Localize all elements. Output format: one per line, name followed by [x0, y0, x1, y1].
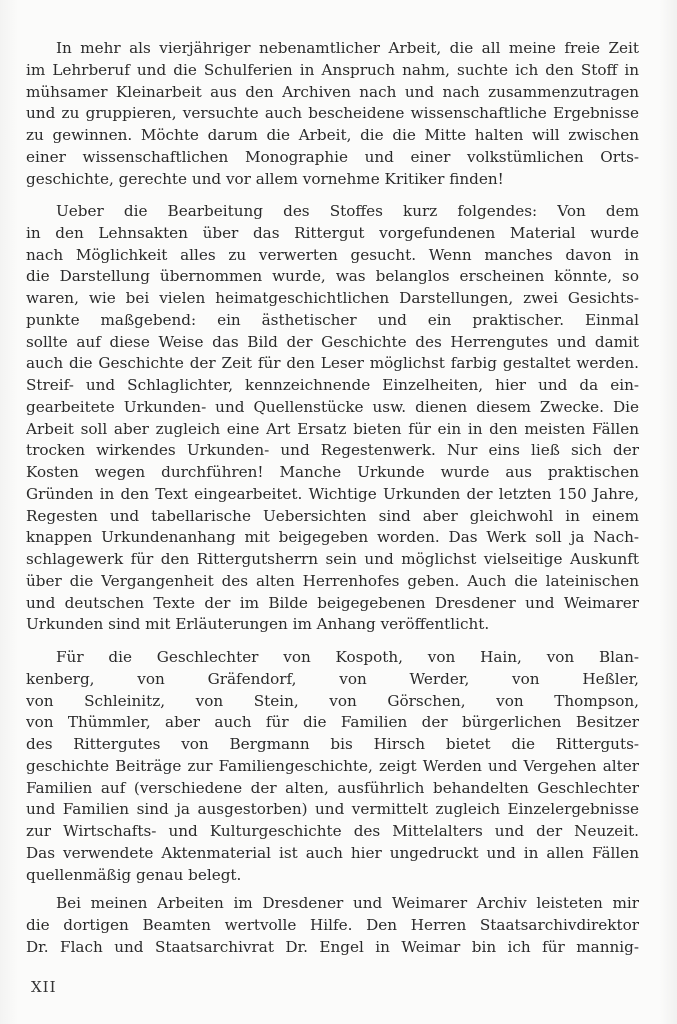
text-line: Arbeit soll aber zugleich eine Art Ersatz bieten für ein in den meisten Fällen [26, 419, 639, 438]
text-line: kenberg, von Gräfendorf, von Werder, von Heßler, [26, 669, 639, 688]
page-number: XII [31, 978, 57, 996]
paragraph-4 [26, 893, 639, 958]
text-line: die Darstellung übernommen wurde, was belanglos erscheinen könnte, so [26, 267, 639, 286]
text-line: und Familien sind ja ausgestorben) und vermittelt zugleich Einzelergebnisse [26, 800, 639, 819]
text-line: zu gewinnen. Möchte darum die Arbeit, die die Mitte halten will zwischen [26, 126, 639, 144]
text-line: und zu gruppieren, versuchte auch bescheidene wissenschaftliche Ergebnisse [26, 104, 639, 123]
text-line: Für die Geschlechter von Kospoth, von Hain, von Blan- [56, 648, 639, 666]
text-line: einer wissenschaftlichen Monographie und einer volkstümlichen Orts- [26, 147, 639, 166]
text-line: sollte auf diese Weise das Bild der Geschichte des Herrengutes und damit [26, 332, 639, 351]
text-line: schlagewerk für den Rittergutsherrn sein und möglichst vielseitige Auskunft [26, 550, 639, 568]
text-line: knappen Urkundenanhang mit beigegeben worden. Das Werk soll ja Nach- [26, 528, 639, 547]
text-line: zur Wirtschafts- und Kulturgeschichte des Mittelalters und der Neuzeit. [26, 822, 639, 840]
text-line: Das verwendete Aktenmaterial ist auch hier ungedruckt und in allen Fällen [26, 843, 639, 862]
text-line: Bei meinen Arbeiten im Dresdener und Weimarer Archiv leisteten mir [56, 894, 639, 912]
text-line: Ueber die Bearbeitung des Stoffes kurz folgendes: Von dem [56, 202, 639, 220]
paragraph-1 [26, 38, 639, 190]
text-line: Dr. Flach und Staatsarchivrat Dr. Engel in Weimar bin ich für mannig- [26, 937, 639, 956]
text-line: In mehr als vierjähriger nebenamtlicher Arbeit, die all meine freie Zeit [56, 39, 639, 57]
text-line: gearbeitete Urkunden- und Quellenstücke usw. dienen diesem Zwecke. Die [26, 397, 639, 416]
text-line: Kosten wegen durchführen! Manche Urkunde wurde aus praktischen [26, 463, 639, 481]
text-line: waren, wie bei vielen heimatgeschichtlichen Darstellungen, zwei Gesichts- [26, 289, 639, 307]
text-line: im Lehrberuf und die Schulferien in Anspruch nahm, suchte ich den Stoff in [26, 60, 639, 79]
text-line: auch die Geschichte der Zeit für den Leser möglichst farbig gestaltet werden. [26, 354, 639, 373]
text-line: von Thümmler, aber auch für die Familien der bürgerlichen Besitzer [26, 713, 639, 732]
text-line: trocken wirkendes Urkunden- und Regestenwerk. Nur eins ließ sich der [26, 441, 639, 460]
paragraph-2 [26, 201, 639, 636]
text-line: Familien auf (verschiedene der alten, ausführlich behandelten Geschlechter [26, 778, 639, 797]
text-line: Gründen in den Text eingearbeitet. Wichtige Urkunden der letzten 150 Jahre, [26, 484, 639, 503]
text-line: quellenmäßig genau belegt. [26, 865, 242, 884]
text-line: in den Lehnsakten über das Rittergut vorgefundenen Material wurde [26, 223, 639, 242]
text-line: mühsamer Kleinarbeit aus den Archiven nach und nach zusammenzutragen [26, 82, 639, 101]
text-line: und deutschen Texte der im Bilde beigegebenen Dresdener und Weimarer [26, 593, 639, 612]
text-line: geschichte Beiträge zur Familiengeschichte, zeigt Werden und Vergehen alter [26, 756, 639, 775]
text-line: Streif- und Schlaglichter, kennzeichnende Einzelheiten, hier und da ein- [26, 376, 639, 394]
text-line: die dortigen Beamten wertvolle Hilfe. Den Herren Staatsarchivdirektor [26, 915, 639, 934]
text-line: von Schleinitz, von Stein, von Görschen, von Thompson, [26, 691, 639, 710]
text-line: Urkunden sind mit Erläuterungen im Anhang veröffentlicht. [26, 615, 490, 634]
text-line: geschichte, gerechte und vor allem vornehme Kritiker finden! [26, 169, 504, 188]
text-line: über die Vergangenheit des alten Herrenhofes geben. Auch die lateinischen [26, 571, 639, 590]
paragraph-3 [26, 647, 639, 886]
text-line: Regesten und tabellarische Uebersichten sind aber gleichwohl in einem [26, 506, 639, 525]
text-line: nach Möglichkeit alles zu verwerten gesucht. Wenn manches davon in [26, 245, 639, 264]
text-line: punkte maßgebend: ein ästhetischer und ein praktischer. Einmal [26, 310, 639, 329]
text-line: des Rittergutes von Bergmann bis Hirsch bietet die Ritterguts- [26, 735, 639, 753]
